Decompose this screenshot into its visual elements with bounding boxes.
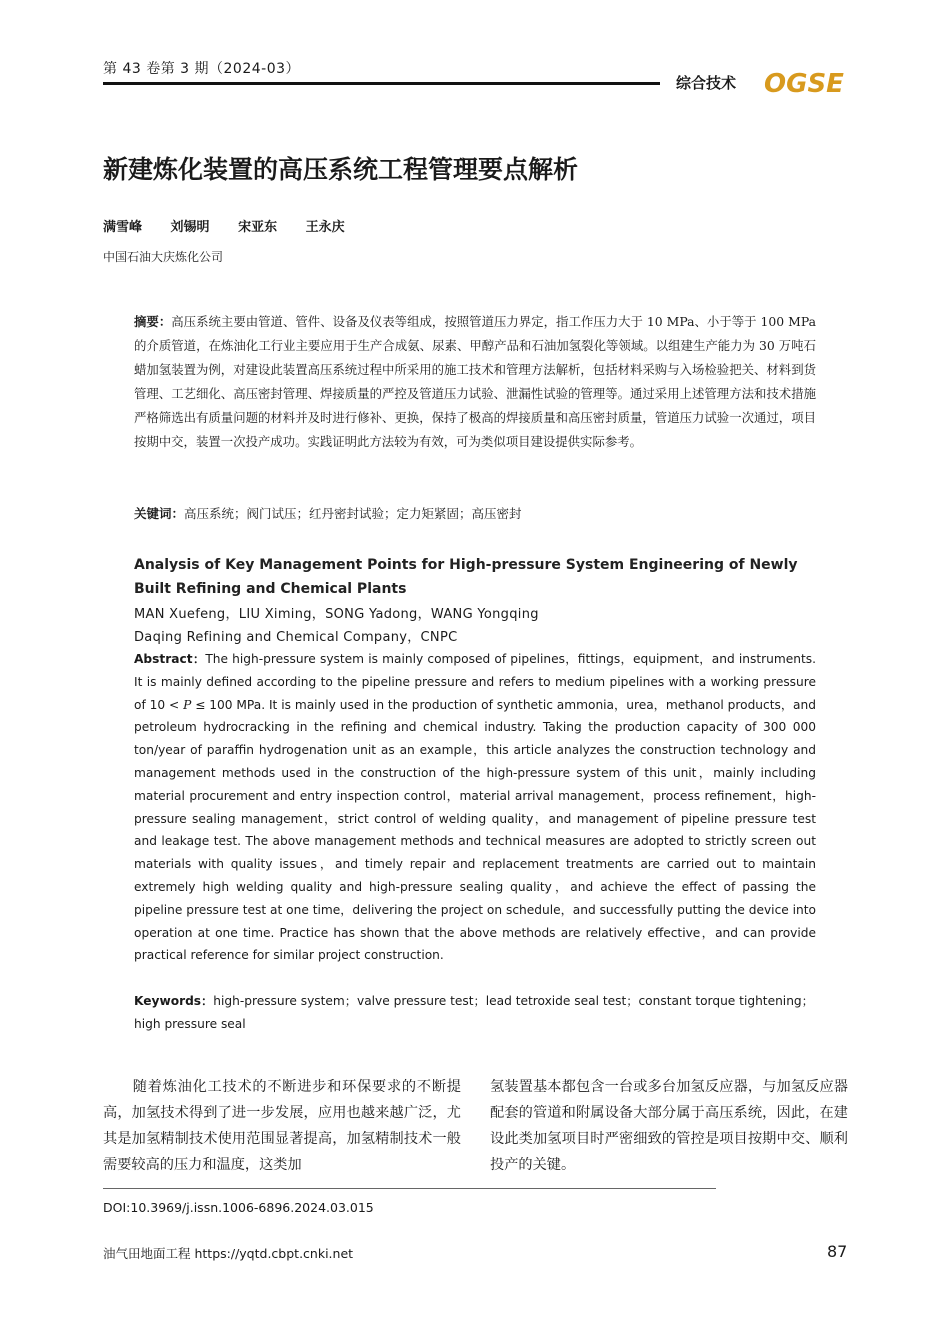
author: 宋亚东 xyxy=(238,220,278,235)
column-label: 综合技术 xyxy=(676,74,737,92)
english-abstract-text-cont: ≤ 100 MPa. It is mainly used in the production of synthetic ammonia，urea，methanol products，and petroleum hydrocracking in the refining and chemical industry. Taking the production capacity of 300 000 ton/year of paraffin hydrogenation unit as an example，this article analyzes the construction technology and management methods used in the construction of the high-pressure system of this unit，mainly including material procurement and entry inspection control，material arrival management，process refinement，high-pressure sealing management，strict control of welding quality，and management of pipeline pressure test and leakage test. The above management methods and technical measures are adopted to strictly screen out materials with quality issues，and timely repair and replacement treatments are carried out to maintain extremely high welding quality and high-pressure sealing quality，and achieve the effect of passing the pipeline pressure test at one time，delivering the project on schedule，and successfully putting the device into operation at one time. Practice has shown that the above methods are relatively effective，and can provide practical reference for similar project construction. xyxy=(134,697,816,963)
journal-logo xyxy=(762,67,852,97)
english-authors: MAN Xuefeng，LIU Ximing，SONG Yadong，WANG Yongqing xyxy=(134,607,539,622)
header-rule xyxy=(103,82,660,85)
english-affiliation: Daqing Refining and Chemical Company，CNPC xyxy=(134,630,458,645)
english-keywords-label: Keywords： xyxy=(134,994,214,1008)
body-column-right: 氢装置基本都包含一台或多台加氢反应器，与加氢反应器配套的管道和附属设备大部分属于高压系统，因此，在建设此类加氢项目时严密细致的管控是项目按期中交、顺利投产的关键。 xyxy=(490,1079,848,1173)
journal-footer[interactable]: 油气田地面工程 https://yqtd.cbpt.cnki.net xyxy=(103,1246,354,1261)
author: 满雪峰 xyxy=(103,220,143,235)
english-keywords xyxy=(134,990,816,1036)
english-abstract-text: The high-pressure system is mainly composed of pipelines，fittings，equipment，and instruments. It is mainly defined according to the pipeline pressure and refers to medium pipelines with a working pressure of 10 < xyxy=(134,652,816,712)
doi[interactable]: DOI:10.3969/j.issn.1006-6896.2024.03.015 xyxy=(103,1200,374,1215)
abstract-label: 摘要： xyxy=(134,314,172,329)
abstract-text: 高压系统主要由管道、管件、设备及仪表等组成，按照管道压力界定，指工作压力大于 10 MPa、小于等于 100 MPa 的介质管道，在炼油化工行业主要应用于生产合成氨、尿素、甲醇产品和石油加氢裂化等领域。以组建生产能力为 30 万吨石蜡加氢装置为例，对建设此装置高压系统过程中所采用的施工技术和管理方法解析，包括材料采购与入场检验把关、材料到货管理、工艺细化、高压密封管理、焊接质量的严控及管道压力试验、泄漏性试验的管理等。通过采用上述管理方法和技术措施严格筛选出有质量问题的材料并及时进行修补、更换，保持了极高的焊接质量和高压密封质量，管道压力试验一次通过，项目按期中交，装置一次投产成功。实践证明此方法较为有效，可为类似项目建设提供实际参考。 xyxy=(134,314,816,449)
english-title: Analysis of Key Management Points for High-pressure System Engineering of Newly Built Refining and Chemical Plants xyxy=(134,557,798,597)
keywords-text: 高压系统；阀门试压；红丹密封试验；定力矩紧固；高压密封 xyxy=(184,506,522,521)
footnote-rule xyxy=(103,1188,716,1189)
author: 刘锡明 xyxy=(170,220,210,235)
keywords-label: 关键词： xyxy=(134,506,185,521)
author: 王永庆 xyxy=(305,220,345,235)
english-abstract xyxy=(134,648,816,967)
english-keywords-text: high-pressure system；valve pressure test；lead tetroxide seal test；constant torque tightening；high pressure seal xyxy=(134,994,814,1031)
page-number: 87 xyxy=(827,1242,848,1261)
chinese-keywords xyxy=(134,504,816,522)
body-column-left xyxy=(103,1074,461,1178)
issue-info: 第 43 卷第 3 期（2024-03） xyxy=(103,61,301,77)
pressure-variable: P xyxy=(183,697,192,712)
author-list xyxy=(103,216,369,235)
body-text-left: 随着炼油化工技术的不断进步和环保要求的不断提高，加氢技术得到了进一步发展，应用也越来越广泛，尤其是加氢精制技术使用范围显著提高，加氢精制技术一般需要较高的压力和温度，这类加 xyxy=(103,1079,461,1173)
chinese-abstract xyxy=(134,310,816,454)
affiliation: 中国石油大庆炼化公司 xyxy=(103,250,224,264)
article-title: 新建炼化装置的高压系统工程管理要点解析 xyxy=(103,155,579,184)
logo-text: OGSE xyxy=(764,69,844,97)
english-abstract-label: Abstract： xyxy=(134,652,206,666)
